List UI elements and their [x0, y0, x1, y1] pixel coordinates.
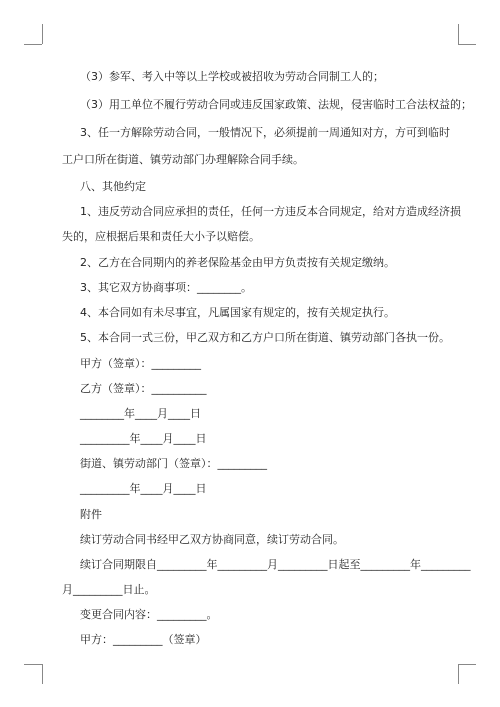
crop-mark-top-left-h: [24, 44, 42, 45]
crop-mark-bottom-right-h: [458, 664, 476, 665]
crop-mark-bottom-left-h: [24, 664, 42, 665]
clause-3-termination-notice: 3、任一方解除劳动合同，一般情况下，必须提前一周通知对方，方可到临时: [80, 126, 450, 139]
crop-mark-top-left-v: [42, 24, 43, 44]
crop-mark-bottom-right-v: [458, 664, 459, 684]
clause-3-other-matters: 3、其它双方协商事项：________。: [80, 281, 252, 294]
renewal-period: 续订合同期限自_________年_________月_________日起至_________年_________: [80, 558, 471, 571]
clause-3-termination-notice-cont: 工户口所在街道、镇劳动部门办理解除合同手续。: [62, 153, 304, 166]
crop-mark-bottom-left-v: [42, 664, 43, 684]
clause-1-liability: 1、违反劳动合同应承担的责任，任何一方违反本合同规定，给对方造成经济损: [80, 205, 461, 218]
changed-content: 变更合同内容：_________。: [80, 608, 218, 621]
section-heading-other-agreements: 八、其他约定: [80, 180, 146, 193]
date-line-2: _________年____月____日: [80, 432, 207, 445]
clause-3-item-enlist: （3）参军、考入中等以上学校或被招收为劳动合同制工人的；: [80, 70, 384, 83]
appendix-heading: 附件: [80, 508, 102, 521]
party-a-signature: 甲方（签章）：_________: [80, 357, 201, 370]
clause-2-pension: 2、乙方在合同期内的养老保险基金由甲方负责按有关规定缴纳。: [80, 256, 395, 269]
clause-4-unresolved-matters: 4、本合同如有未尽事宜，凡属国家有规定的，按有关规定执行。: [80, 306, 395, 319]
labor-dept-signature: 街道、镇劳动部门（签章）：_________: [80, 457, 267, 470]
crop-mark-top-right-h: [458, 44, 476, 45]
party-a-signature-appendix: 甲方：_________（签章）: [80, 633, 207, 646]
party-b-signature: 乙方（签章）：__________: [80, 382, 207, 395]
clause-3-item-employer-violation: （3）用工单位不履行劳动合同或违反国家政策、法规，侵害临时工合法权益的；: [80, 98, 472, 111]
crop-mark-top-right-v: [458, 24, 459, 44]
renewal-period-cont: 月_________日止。: [62, 583, 156, 596]
clause-1-liability-cont: 失的，应根据后果和责任大小予以赔偿。: [62, 230, 260, 243]
clause-5-copies: 5、本合同一式三份，甲乙双方和乙方户口所在街道、镇劳动部门各执一份。: [80, 331, 450, 344]
date-line-1: ________年____月____日: [80, 407, 201, 420]
date-line-3: _________年____月____日: [80, 482, 207, 495]
renewal-statement: 续订劳动合同书经甲乙双方协商同意，续订劳动合同。: [80, 533, 344, 546]
